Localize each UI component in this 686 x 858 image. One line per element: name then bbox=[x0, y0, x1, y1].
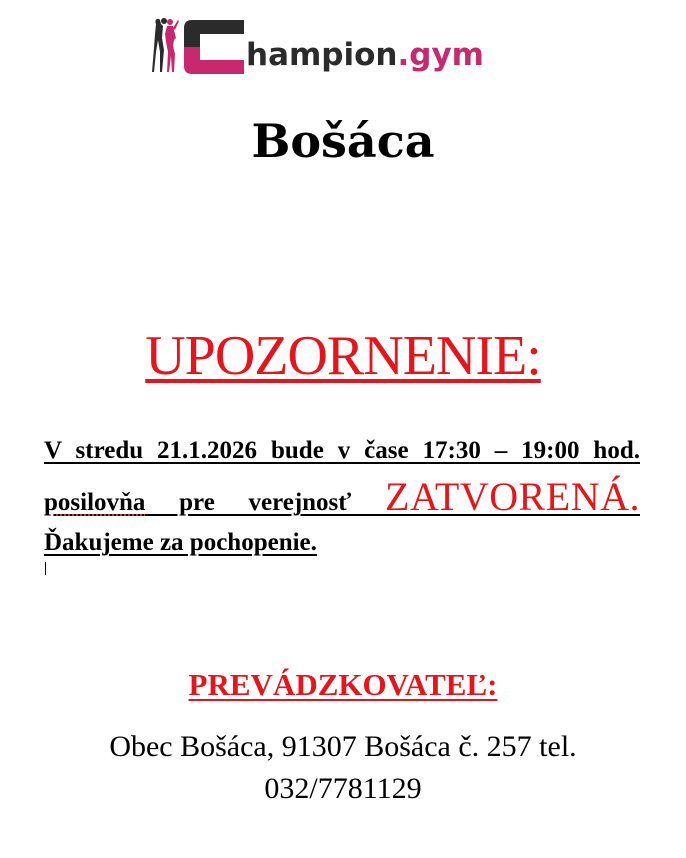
operator-address bbox=[0, 726, 686, 810]
notice-text-public: pre verejnosť bbox=[145, 489, 386, 516]
address-line: Obec Bošáca, 91307 Bošáca č. 257 tel. bbox=[109, 730, 577, 763]
notice-line-date-time: V stredu 21.1.2026 bude v čase 17:30 – 19:00 hod. bbox=[44, 437, 640, 464]
text-cursor bbox=[45, 562, 46, 575]
operator-heading-text: PREVÁDZKOVATEĽ: bbox=[188, 667, 498, 702]
notice-line-thanks: Ďakujeme za pochopenie. bbox=[44, 529, 317, 556]
notice-word-posilovna: posilovňa bbox=[44, 489, 146, 516]
logo-c-letter-icon bbox=[184, 20, 244, 74]
closure-notice bbox=[44, 428, 640, 560]
logo-text-gym: .gym bbox=[397, 37, 484, 73]
closed-label: ZATVORENÁ. bbox=[385, 474, 640, 519]
logo-wordmark bbox=[246, 37, 484, 73]
athletes-silhouette-icon bbox=[152, 16, 180, 74]
warning-heading-text: UPOZORNENIE: bbox=[145, 325, 541, 387]
warning-heading bbox=[0, 322, 686, 390]
notice-line-closed bbox=[44, 474, 640, 526]
operator-heading bbox=[0, 666, 686, 703]
phone-number: 032/7781129 bbox=[264, 772, 422, 805]
town-title: Bošáca bbox=[251, 114, 435, 168]
logo-text-champion: hampion bbox=[246, 37, 398, 73]
champion-gym-logo bbox=[152, 16, 484, 74]
